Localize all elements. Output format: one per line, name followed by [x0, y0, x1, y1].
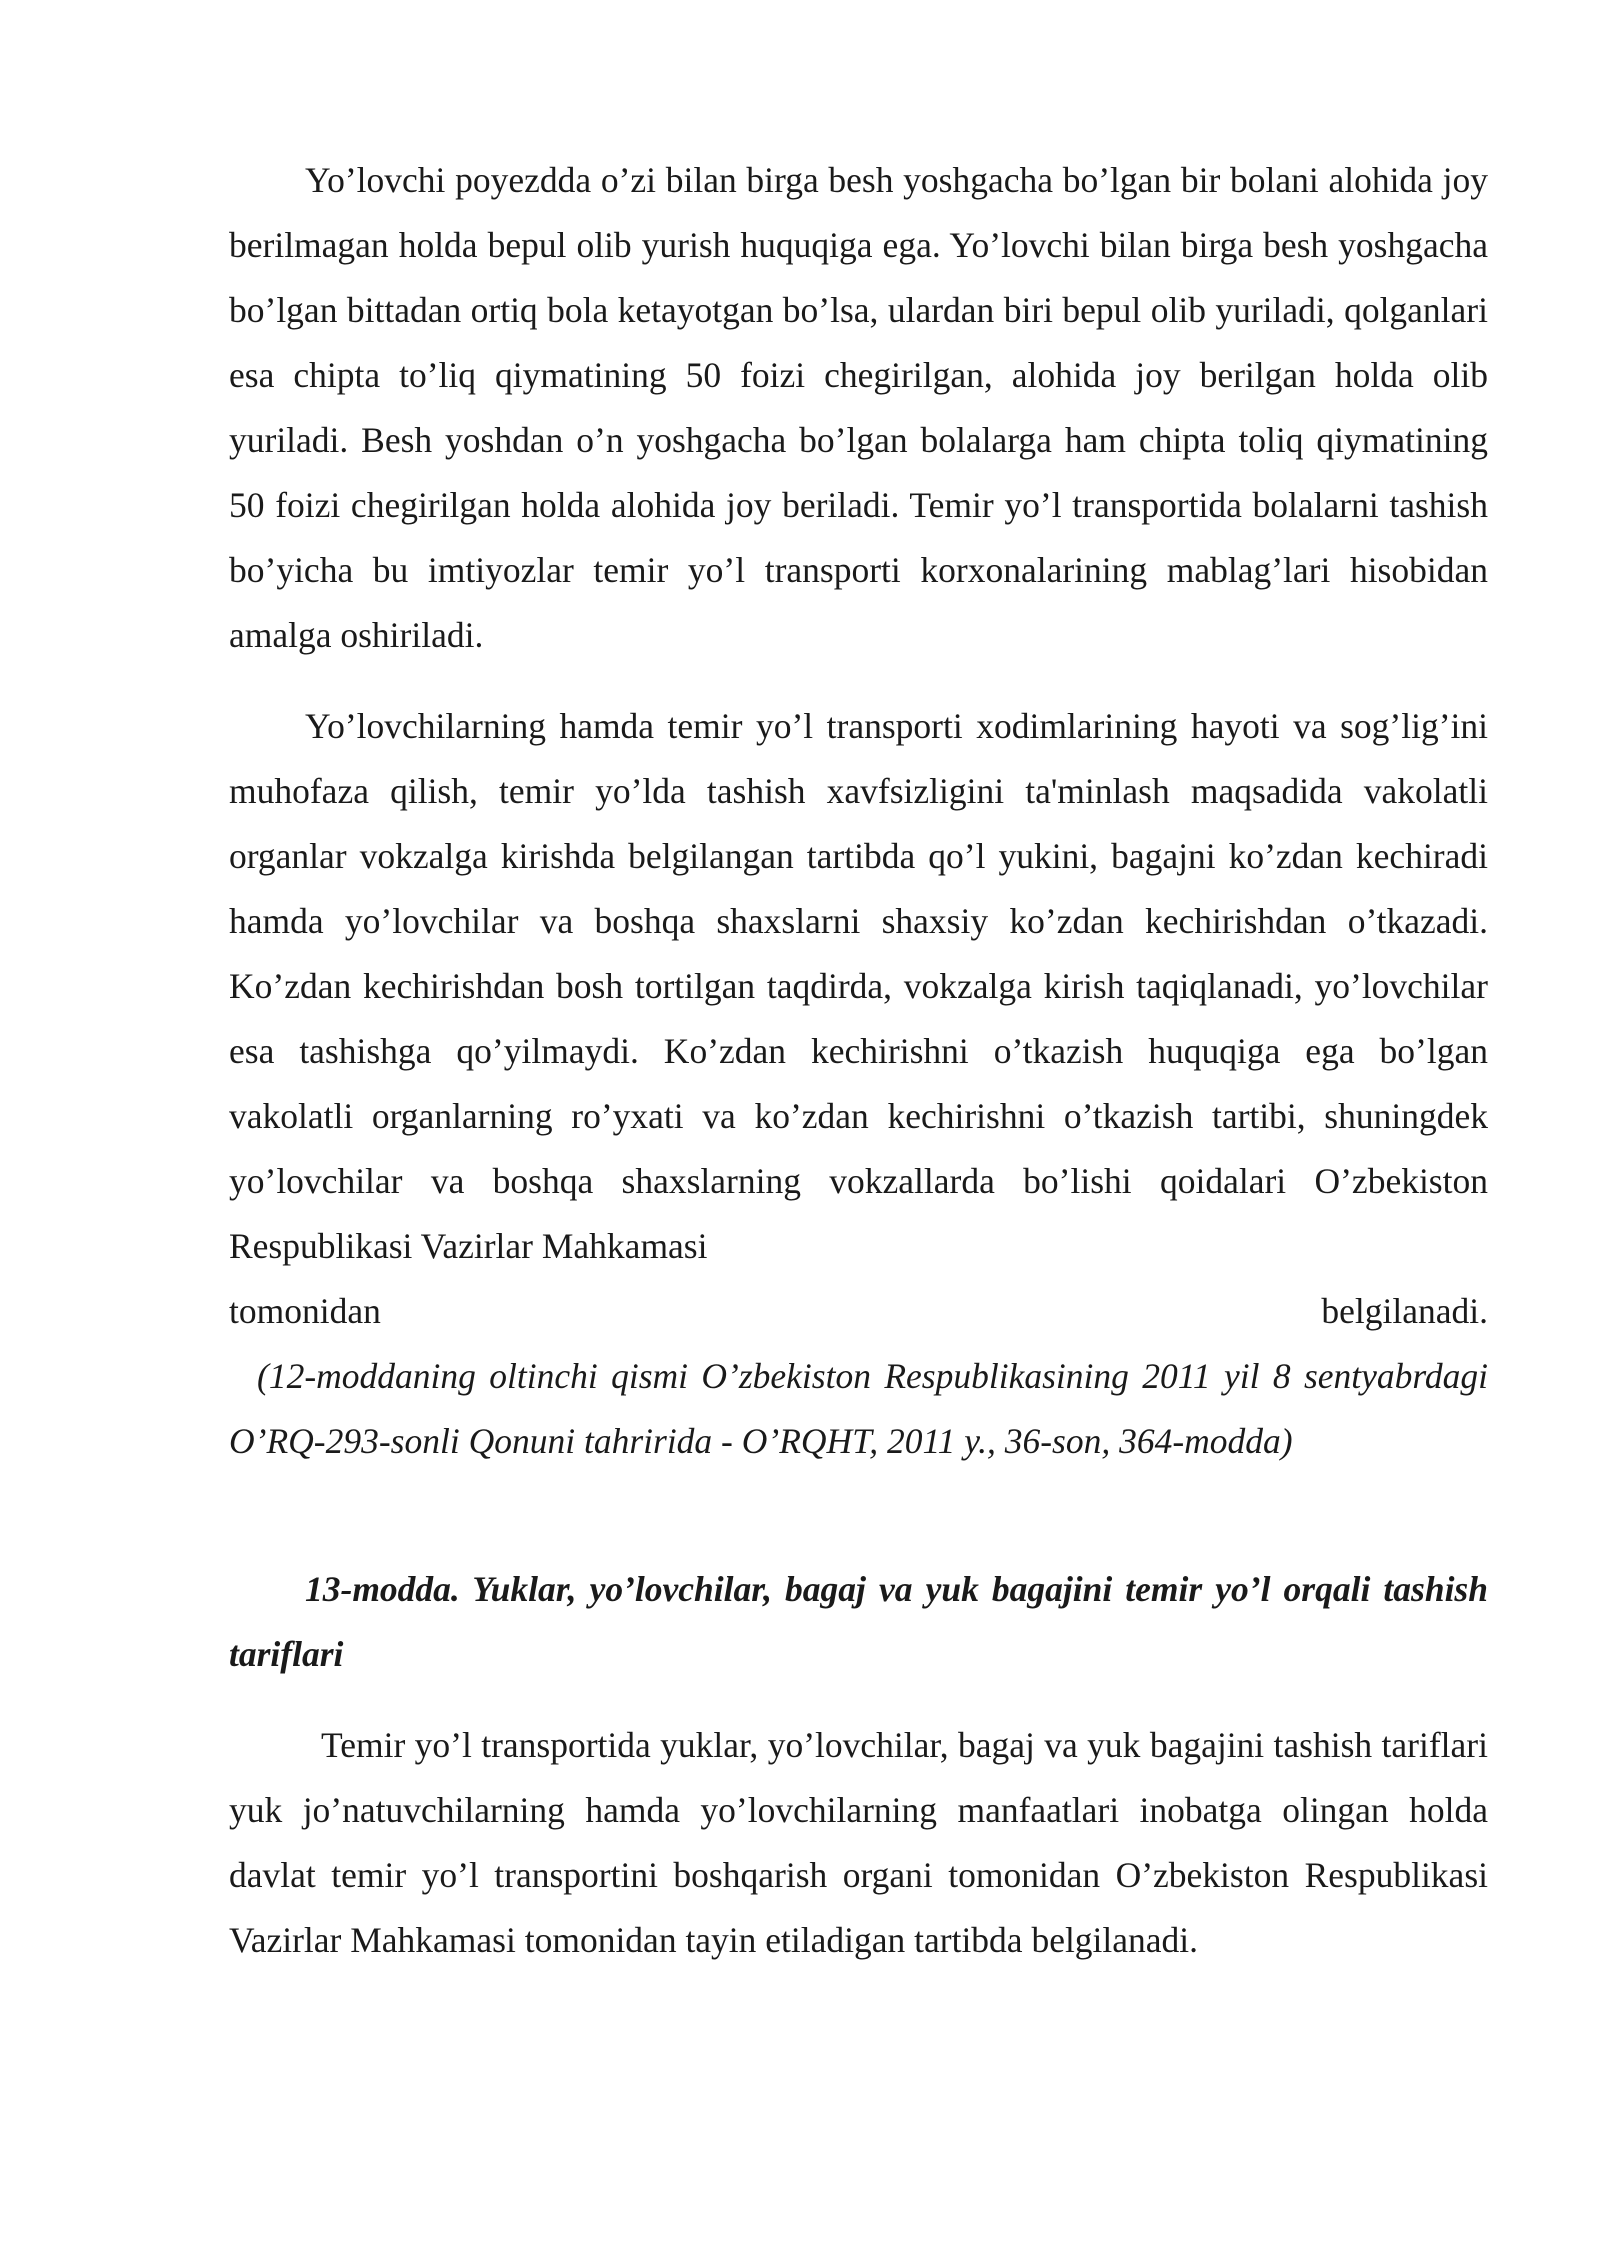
- article-heading: 13-modda. Yuklar, yo’lovchilar, bagaj va yuk bagajini temir yo’l orqali tashish tariflari: [229, 1569, 1488, 1674]
- paragraph-tariffs: Temir yo’l transportida yuklar, yo’lovchilar, bagaj va yuk bagajini tashish tariflari yuk jo’natuvchilarning hamda yo’lovchilarning manfaatlari inobatga olingan holda davlat temir yo’l transportini boshqarish organi tomonidan O’zbekiston Respublikasi Vazirlar Mahkamasi tomonidan tayin etiladigan tartibda belgilanadi.: [229, 1725, 1488, 1960]
- document-page: [229, 148, 1488, 1973]
- paragraph-child-travel-benefits: Yo’lovchi poyezdda o’zi bilan birga besh yoshgacha bo’lgan bir bolani alohida joy berilmagan holda bepul olib yurish huquqiga ega. Yo’lovchi bilan birga besh yoshgacha bo’lgan bittadan ortiq bola ketayotgan bo’lsa, ulardan biri bepul olib yuriladi, qolganlari esa chipta to’liq qiymatining 50 foizi chegirilgan, alohida joy berilgan holda olib yuriladi. Besh yoshdan o’n yoshgacha bo’lgan bolalarga ham chipta toliq qiymatining 50 foizi chegirilgan holda alohida joy beriladi. Temir yo’l transportida bolalarni tashish bo’yicha bu imtiyozlar temir yo’l transporti korxonalarining mablag’lari hisobidan amalga oshiriladi.: [229, 160, 1488, 655]
- amendment-note: (12-moddaning oltinchi qismi O’zbekiston Respublikasining 2011 yil 8 sentyabrdagi O’RQ-293-sonli Qonuni tahririda - O’RQHT, 2011 y., 36-son, 364-modda): [229, 1356, 1488, 1461]
- paragraph-security-inspection: Yo’lovchilarning hamda temir yo’l transporti xodimlarining hayoti va sog’lig’ini muhofaza qilish, temir yo’lda tashish xavfsizligini ta'minlash maqsadida vakolatli organlar vokzalga kirishda belgilangan tartibda qo’l yukini, bagajni ko’zdan kechiradi hamda yo’lovchilar va boshqa shaxslarni shaxsiy ko’zdan kechirishdan o’tkazadi. Ko’zdan kechirishdan bosh tortilgan taqdirda, vokzalga kirish taqiqlanadi, yo’lovchilar esa tashishga qo’yilmaydi. Ko’zdan kechirishni o’tkazish huquqiga ega bo’lgan vakolatli organlarning ro’yxati va ko’zdan kechirishni o’tkazish tartibi, shuningdek yo’lovchilar va boshqa shaxslarning vokzallarda bo’lishi qoidalari O’zbekiston Respublikasi Vazirlar Mahkamasi: [229, 706, 1488, 1266]
- tail-right-text: belgilanadi.: [1321, 1291, 1488, 1331]
- paragraph-security-inspection-tail: [229, 1279, 1488, 1344]
- tail-left-text: tomonidan: [229, 1291, 381, 1331]
